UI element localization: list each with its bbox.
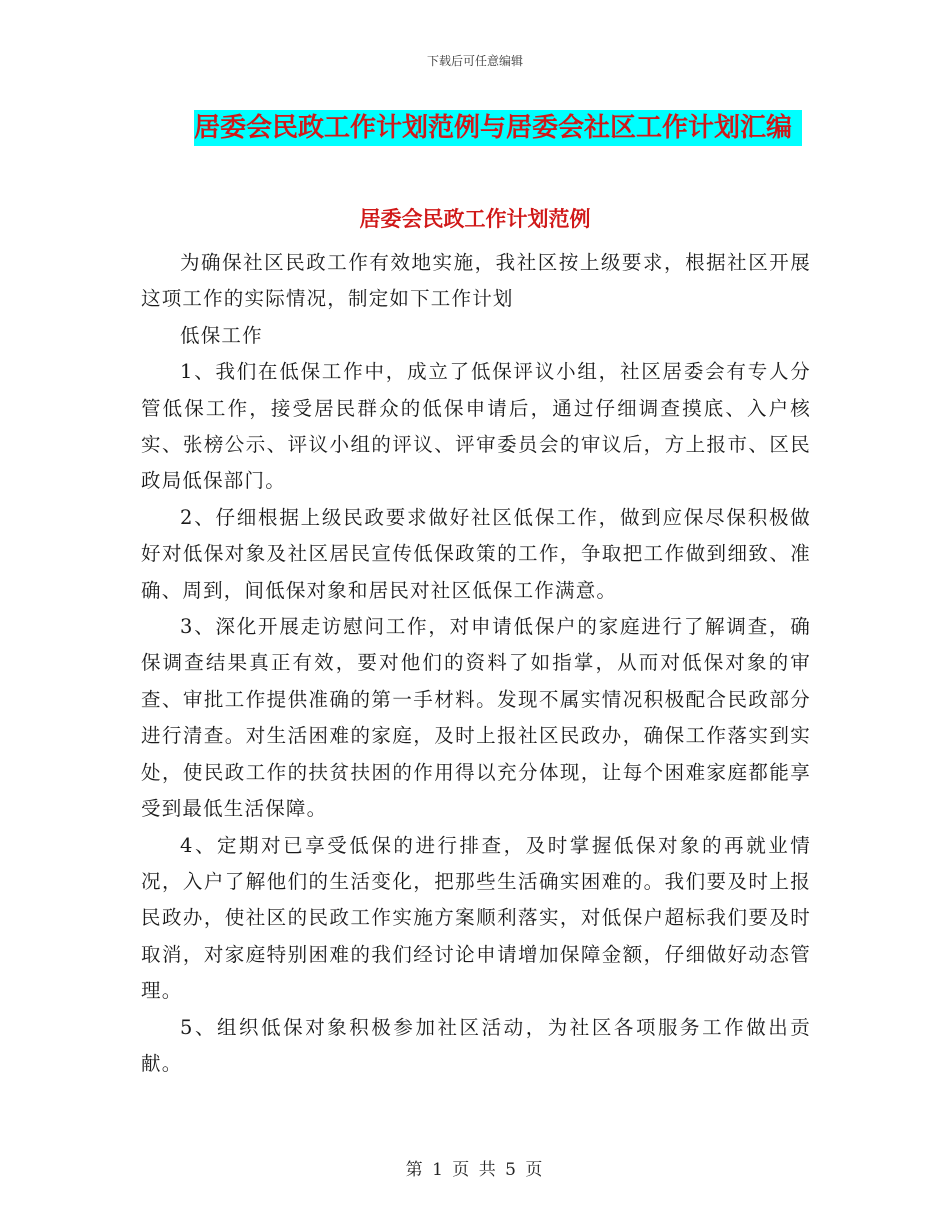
- document-title: 居委会民政工作计划范例与居委会社区工作计划汇编: [194, 110, 802, 146]
- paragraph-heading-dibao: 低保工作: [180, 323, 263, 347]
- paragraph-item-1: 1、我们在低保工作中，成立了低保评议小组，社区居委会有专人分管低保工作，接受居民群众的低保申请后，通过仔细调查摸底、入户核实、张榜公示、评议小组的评议、评审委员会的审议后，方上报市、区民政局低保部门。: [141, 360, 811, 493]
- header-note: 下载后可任意编辑: [426, 54, 523, 68]
- paragraph-item-3: 3、深化开展走访慰问工作，对申请低保户的家庭进行了解调查，确保调查结果真正有效，要对他们的资料了如指掌，从而对低保对象的审查、审批工作提供准确的第一手材料。发现不属实情况积极配合民政部分进行清查。对生活困难的家庭，及时上报社区民政办，确保工作落实到实处，使民政工作的扶贫扶困的作用得以充分体现，让每个困难家庭都能享受到最低生活保障。: [141, 615, 811, 821]
- paragraph-item-4: 4、定期对已享受低保的进行排查，及时掌握低保对象的再就业情况，入户了解他们的生活变化，把那些生活确实困难的。我们要及时上报民政办，使社区的民政工作实施方案顺利落实，对低保户超标我们要及时取消，对家庭特别困难的我们经讨论申请增加保障金额，仔细做好动态管理。: [141, 833, 811, 1003]
- paragraph-intro: 为确保社区民政工作有效地实施，我社区按上级要求，根据社区开展这项工作的实际情况，制定如下工作计划: [141, 251, 811, 311]
- document-body: [141, 245, 811, 1082]
- section-title: 居委会民政工作计划范例: [359, 207, 591, 231]
- page-number-footer: 第 1 页 共 5 页: [405, 1160, 545, 1180]
- paragraph-item-2: 2、仔细根据上级民政要求做好社区低保工作，做到应保尽保积极做好对低保对象及社区居民宣传低保政策的工作，争取把工作做到细致、准确、周到，间低保对象和居民对社区低保工作满意。: [141, 505, 811, 602]
- paragraph-item-5: 5、组织低保对象积极参加社区活动，为社区各项服务工作做出贡献。: [141, 1015, 811, 1075]
